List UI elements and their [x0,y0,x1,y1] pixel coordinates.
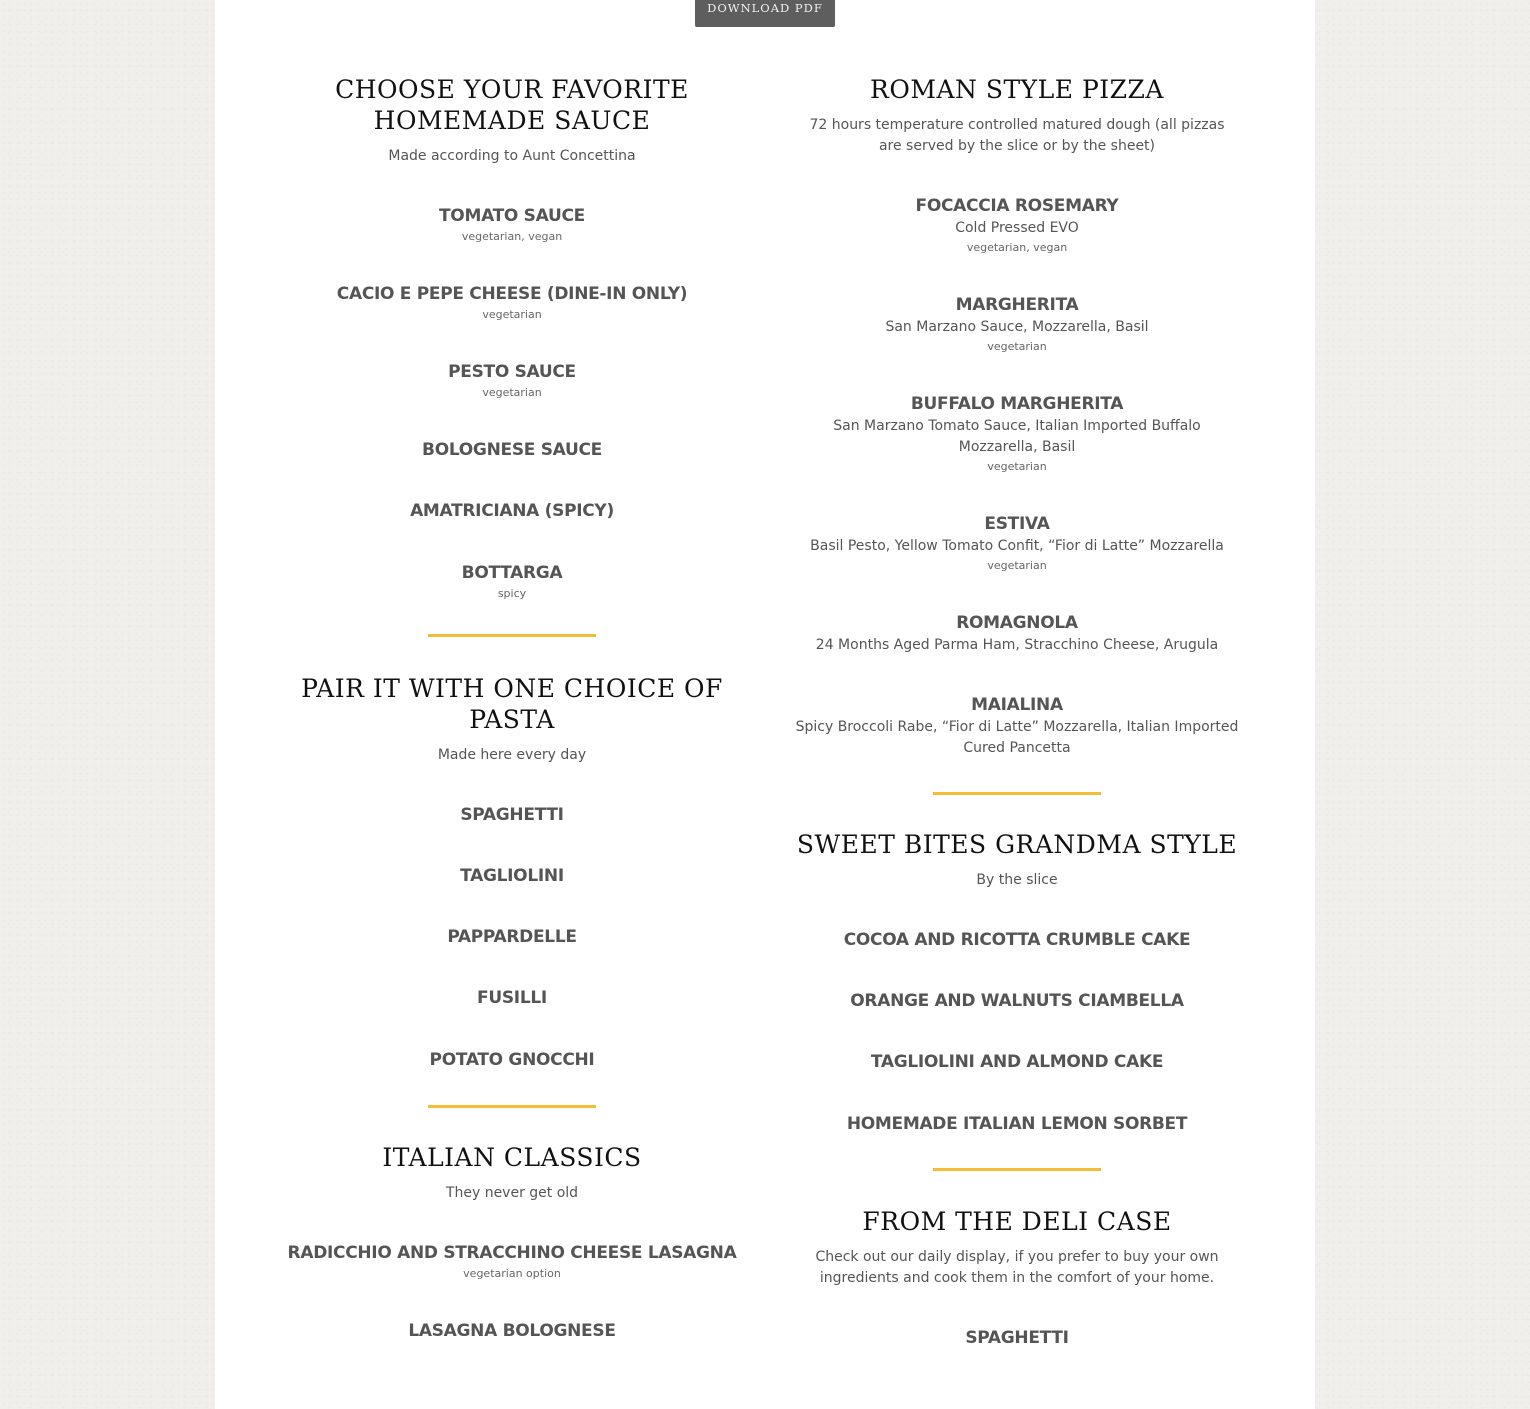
menu-item [282,925,742,949]
menu-item [282,864,742,888]
menu-page [215,0,1315,1409]
menu-item [787,989,1247,1013]
menu-item-tag: spicy [497,587,527,600]
menu-item [282,1319,742,1343]
menu-column-right [787,0,1247,1350]
menu-item [787,611,1247,656]
menu-item-description: Spicy Broccoli Rabe, “Fior di Latte” Mozzarella, Italian Imported Cured Pancetta [795,719,1239,756]
section-subtitle-deli: Check out our daily display, if you prefer to buy your own ingredients and cook them in the comfort of your home. [815,1249,1219,1286]
section-pizza [787,0,1247,759]
menu-item [787,293,1247,356]
menu-item-name: BOTTARGA [461,563,563,583]
menu-item [282,360,742,402]
menu-item-description: 24 Months Aged Parma Ham, Stracchino Cheese, Arugula [815,637,1219,653]
menu-item [282,1048,742,1072]
section-sweets [787,795,1247,1136]
menu-item-name: AMATRICIANA (SPICY) [410,501,614,521]
menu-item-tag: vegetarian [482,386,542,399]
menu-item-name: MARGHERITA [955,295,1079,315]
menu-item-tag: vegetarian, vegan [461,230,563,243]
menu-item-name: PAPPARDELLE [447,927,577,947]
menu-item-name: ORANGE AND WALNUTS CIAMBELLA [850,991,1184,1011]
menu-item [787,1050,1247,1074]
section-title-classics: ITALIAN CLASSICS [382,1143,642,1172]
menu-item-description: Basil Pesto, Yellow Tomato Confit, “Fior di Latte” Mozzarella [810,538,1224,554]
menu-item-name: PESTO SAUCE [448,362,576,382]
menu-item-name: POTATO GNOCCHI [429,1050,595,1070]
menu-item [282,204,742,246]
menu-item-name: SPAGHETTI [460,805,564,825]
section-title-sauce: CHOOSE YOUR FAVORITE HOMEMADE SAUCE [335,75,689,135]
menu-item [787,392,1247,476]
menu-item [282,986,742,1010]
menu-item-name: TAGLIOLINI [460,866,564,886]
section-title-deli: FROM THE DELI CASE [862,1207,1172,1236]
menu-item [787,928,1247,952]
menu-item [282,282,742,324]
section-title-sweets: SWEET BITES GRANDMA STYLE [796,830,1238,859]
menu-item-name: COCOA AND RICOTTA CRUMBLE CAKE [843,930,1191,950]
menu-item [282,803,742,827]
section-title-pasta: PAIR IT WITH ONE CHOICE OF PASTA [301,674,723,734]
section-subtitle-classics: They never get old [445,1185,579,1201]
menu-item-name: BOLOGNESE SAUCE [422,440,602,460]
menu-item-tag: vegetarian [987,559,1047,572]
section-subtitle-pizza: 72 hours temperature controlled matured dough (all pizzas are served by the slice or by the sheet) [809,117,1225,154]
menu-item-name: ESTIVA [984,514,1050,534]
menu-item-name: HOMEMADE ITALIAN LEMON SORBET [846,1114,1188,1134]
menu-item [787,1112,1247,1136]
menu-item-name: MAIALINA [971,695,1063,715]
menu-item-name: SPAGHETTI [965,1328,1069,1348]
section-title-pizza: ROMAN STYLE PIZZA [870,75,1164,104]
section-classics [282,1108,742,1343]
menu-item-name: FOCACCIA ROSEMARY [915,196,1119,216]
menu-item-name: RADICCHIO AND STRACCHINO CHEESE LASAGNA [287,1243,737,1263]
section-sauce [282,0,742,603]
menu-item [787,194,1247,257]
menu-item [282,1241,742,1283]
menu-item-tag: vegetarian, vegan [966,241,1068,254]
menu-item-name: TAGLIOLINI AND ALMOND CAKE [870,1052,1164,1072]
menu-item-tag: vegetarian [482,308,542,321]
section-subtitle-pasta: Made here every day [437,747,587,763]
menu-item [787,1326,1247,1350]
menu-column-left [282,0,742,1343]
menu-item-name: LASAGNA BOLOGNESE [408,1321,616,1341]
menu-item-tag: vegetarian [987,340,1047,353]
menu-item-tag: vegetarian [987,460,1047,473]
menu-item [282,438,742,462]
menu-item-name: FUSILLI [477,988,547,1008]
section-pasta [282,637,742,1072]
menu-item-name: TOMATO SAUCE [439,206,585,226]
menu-item-name: ROMAGNOLA [956,613,1078,633]
menu-item-name: BUFFALO MARGHERITA [910,394,1124,414]
menu-item-tag: vegetarian option [463,1267,561,1280]
menu-item-description: San Marzano Tomato Sauce, Italian Imported Buffalo Mozzarella, Basil [833,418,1201,455]
menu-item [787,693,1247,759]
section-subtitle-sauce: Made according to Aunt Concettina [388,148,636,164]
section-deli [787,1171,1247,1350]
menu-item-name: CACIO E PEPE CHEESE (DINE-IN ONLY) [336,284,688,304]
menu-item [282,561,742,603]
menu-item-description: Cold Pressed EVO [955,220,1079,236]
download-pdf-button[interactable]: DOWNLOAD PDF [695,0,835,27]
menu-item [787,512,1247,575]
section-subtitle-sweets: By the slice [976,872,1058,888]
menu-item [282,499,742,523]
menu-item-description: San Marzano Sauce, Mozzarella, Basil [885,319,1149,335]
